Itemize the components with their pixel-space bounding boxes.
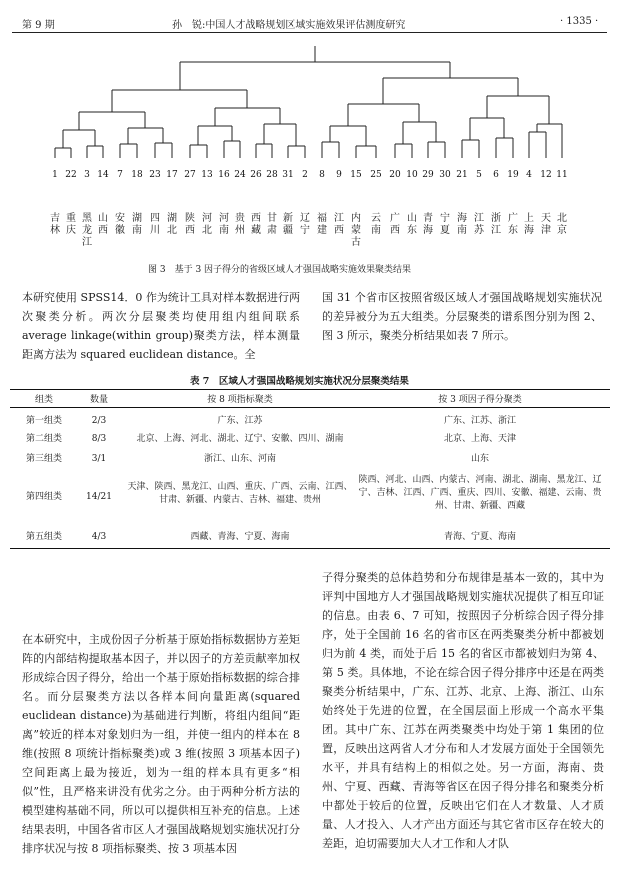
table-cell: 广东、江苏、浙江 <box>443 416 516 426</box>
table-cell: 4/3 <box>91 532 107 542</box>
table-cell: 西藏、青海、宁夏、海南 <box>190 532 290 542</box>
province-label: 广西 <box>390 213 400 236</box>
province-label: 天津 <box>541 213 551 236</box>
province-label: 重庆 <box>66 213 76 236</box>
table-header-cell: 组类 <box>34 395 53 405</box>
table-cell: 天津、陕西、黑龙江、山西、重庆、广西、云南、江西、甘肃、新疆、内蒙古、吉林、福建、贵州 <box>127 482 353 505</box>
paragraph-method-left: 本研究使用 SPSS14．0 作为统计工具对样本数据进行两次聚类分析。两次分层聚类均使用组内组间联系 average linkage(within group)聚类方法，样本测量距离方法为 squared euclidean distance。全 <box>22 291 300 361</box>
leaf-number: 21 <box>456 170 468 180</box>
province-label: 河北 <box>202 213 212 236</box>
paragraph-discussion-left: 在本研究中，主成份因子分析基于原始指标数据协方差矩阵的内部结构提取基本因子，并以因子的方差贡献率加权形成综合因子得分，给出一个基于原始指标数据的综合排名。而分层聚类方法以各样本间向量距离(squared euclidean distance)为基础进行判断，将组内组间“距离”较近的样本对象划归为一组，并使一组内的样本在 8 维(按照 8 项统计指标聚类)或 3 维(按照 3 项基本因子)空间距离上最为接近，划为一组的样本具有更多“相似”性，且严格来讲没有优劣之分。由于两种分析方法的模型建构基础不同，所以可以提供相互补充的信息。上述结果表明，中国各省市区人才强国战略规划实施状况打分排序状况与按 8 项指标聚类、按 3 项基本因 <box>22 633 300 855</box>
province-label: 云南 <box>371 213 381 236</box>
leaf-number: 29 <box>422 170 434 180</box>
leaf-number: 28 <box>266 170 278 180</box>
province-label: 江苏 <box>474 213 484 236</box>
leaf-number: 25 <box>370 170 382 180</box>
table-header-rule <box>10 407 610 408</box>
leaf-number: 5 <box>476 170 482 180</box>
paragraph-discussion-right: 子得分聚类的总体趋势和分布规律是基本一致的，其中为评判中国地方人才强国战略规划实施状况提供了相互印证的信息。由表 6、7 可知，按照因子分析综合因子得分排序，处于全国前 16 名的省市区在两类聚类分析中都被划归为前 4 类，而处于后 15 名的省区市都被划归为第 4、第 5 类。具体地，不论在综合因子得分排序中还是在两类聚类分析结果中，广东、江苏、北京、上海、浙江、山东始终处于先进的位置，在全国层面上形成一个高水平集团。其中广东、江苏在两类聚类中均处于第 1 集团的位置，反映出这两省人才分布和人才发展方面处于全国领先水平，并具有结构上的相似之处。另一方面，海南、贵州、宁夏、西藏、青海等省区在因子得分排名和聚类分析中都处于较后的位置，反映出它们在人才数量、人才质量、人才投入、人才产出方面还与其它省市区存在较大的差距，迫切需要加大人才工作和人才队 <box>322 571 604 850</box>
table-cell: 第四组类 <box>25 492 62 502</box>
table-header-cell: 按 8 项指标聚类 <box>207 395 273 405</box>
table-cell: 青海、宁夏、海南 <box>443 532 516 542</box>
province-label: 安徽 <box>115 213 125 236</box>
province-label: 广东 <box>508 213 518 236</box>
table-top-rule <box>10 389 610 390</box>
table-cell: 第一组类 <box>25 416 62 426</box>
province-label: 福建 <box>317 213 327 236</box>
table-header-cell: 数量 <box>89 395 108 405</box>
figure-caption: 图 3 基于 3 因子得分的省级区域人才强国战略实施效果聚类结果 <box>148 265 412 275</box>
table-cell: 广东、江苏 <box>217 416 263 426</box>
table-cell: 14/21 <box>86 492 112 502</box>
leaf-number: 27 <box>184 170 196 180</box>
leaf-number: 23 <box>149 170 161 180</box>
province-label: 宁夏 <box>440 213 450 236</box>
province-label: 山东 <box>407 213 417 236</box>
leaf-number: 26 <box>250 170 262 180</box>
province-label: 江西 <box>334 213 344 236</box>
province-label: 山西 <box>98 213 108 236</box>
leaf-number: 14 <box>97 170 109 180</box>
province-label: 海南 <box>457 213 467 236</box>
table-header-cell: 按 3 项因子得分聚类 <box>438 395 522 405</box>
issue-label: 第 9 期 <box>22 20 55 31</box>
leaf-number: 16 <box>218 170 230 180</box>
leaf-number: 18 <box>131 170 143 180</box>
table-bottom-rule <box>10 548 610 549</box>
leaf-number: 15 <box>350 170 362 180</box>
province-label: 辽宁 <box>300 213 310 236</box>
leaf-number: 2 <box>302 170 308 180</box>
table-cell: 第二组类 <box>25 434 62 444</box>
page-number: · 1335 · <box>560 16 599 27</box>
leaf-number: 9 <box>336 170 342 180</box>
leaf-number: 31 <box>282 170 294 180</box>
province-label: 黑龙江 <box>82 213 92 248</box>
leaf-number: 22 <box>65 170 77 180</box>
table-cell: 3/1 <box>91 454 107 464</box>
province-label: 吉林 <box>50 213 60 236</box>
province-label: 河南 <box>219 213 229 236</box>
leaf-number: 13 <box>201 170 213 180</box>
table-cell: 北京、上海、河北、湖北、辽宁、安徽、四川、湖南 <box>136 434 344 444</box>
leaf-number: 8 <box>319 170 325 180</box>
table-cell: 山东 <box>470 454 489 464</box>
table-cell: 浙江、山东、河南 <box>203 454 276 464</box>
leaf-number: 3 <box>84 170 90 180</box>
leaf-number: 30 <box>439 170 451 180</box>
province-label: 贵州 <box>235 213 245 236</box>
table-cell: 第五组类 <box>25 532 62 542</box>
dendrogram-links <box>55 46 562 158</box>
province-label: 内蒙古 <box>351 213 361 248</box>
table-cell: 陕西、河北、山西、内蒙古、河南、湖北、湖南、黑龙江、辽宁、吉林、江西、广西、重庆、四川、安徽、福建、云南、贵州、甘肃、新疆、西藏 <box>358 475 602 511</box>
table-cell: 第三组类 <box>25 454 62 464</box>
province-label: 西藏 <box>251 213 261 236</box>
province-label: 甘肃 <box>267 213 277 236</box>
leaf-number: 11 <box>556 170 568 180</box>
paragraph-method-right: 国 31 个省市区按照省级区域人才强国战略规划实施状况的差异被分为五大组类。分层聚类的谱系图分别为图 2、图 3 所示，聚类分析结果如表 7 所示。 <box>322 291 602 342</box>
table-cell: 北京、上海、天津 <box>443 434 516 444</box>
leaf-number: 1 <box>52 170 58 180</box>
province-label: 浙江 <box>491 213 501 236</box>
leaf-number: 24 <box>234 170 246 180</box>
leaf-number: 4 <box>526 170 532 180</box>
table-cell: 2/3 <box>91 416 107 426</box>
leaf-number: 20 <box>389 170 401 180</box>
leaf-number: 6 <box>493 170 499 180</box>
province-label: 湖南 <box>132 213 142 236</box>
province-label: 四川 <box>150 213 160 236</box>
leaf-number: 12 <box>540 170 552 180</box>
leaf-number: 7 <box>117 170 123 180</box>
leaf-number: 17 <box>166 170 178 180</box>
dendrogram <box>0 34 619 184</box>
province-label: 北京 <box>557 213 567 236</box>
leaf-number: 10 <box>406 170 418 180</box>
leaf-number: 19 <box>507 170 519 180</box>
table-cell: 8/3 <box>91 434 107 444</box>
province-label: 陕西 <box>185 213 195 236</box>
province-label: 新疆 <box>283 213 293 236</box>
province-label: 湖北 <box>167 213 177 236</box>
running-title: 孙 锐:中国人才战略规划区域实施效果评估测度研究 <box>172 20 406 31</box>
province-label: 青海 <box>423 213 433 236</box>
header-rule <box>12 32 607 33</box>
province-label: 上海 <box>524 213 534 236</box>
table-title: 表 7 区域人才强国战略规划实施状况分层聚类结果 <box>190 376 409 387</box>
